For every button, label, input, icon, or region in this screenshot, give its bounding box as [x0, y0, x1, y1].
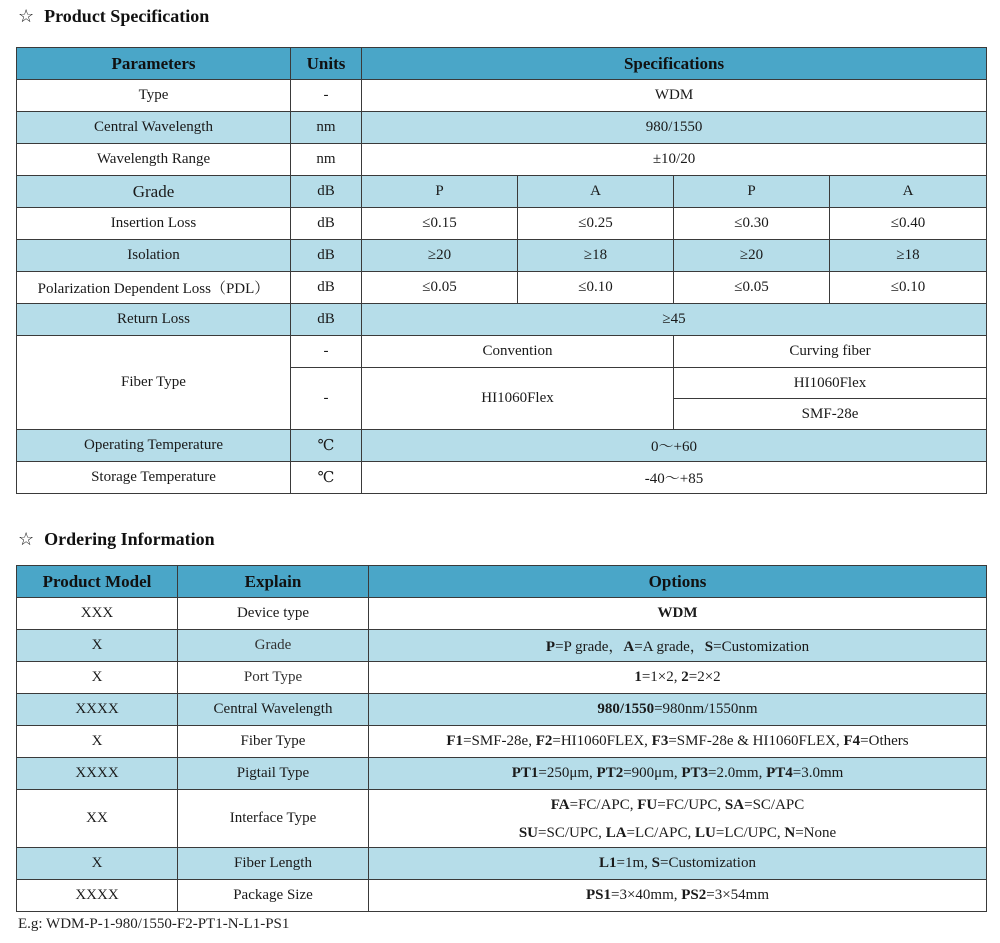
- param-value: ≥45: [362, 304, 987, 336]
- param-value: ≤0.15: [362, 208, 518, 240]
- row-wavelength-range: [17, 144, 987, 176]
- model-code: X: [17, 662, 178, 694]
- option-text: F1=SMF-28e, F2=HI1060FLEX, F3=SMF-28e & HI1060FLEX, F4=Others: [369, 726, 987, 758]
- model-code: X: [17, 848, 178, 880]
- param-value: ≤0.25: [518, 208, 674, 240]
- row-grade: [17, 176, 987, 208]
- param-value: ≤0.05: [362, 272, 518, 304]
- row-type: [17, 80, 987, 112]
- param-value: ≤0.05: [674, 272, 830, 304]
- param-name: Insertion Loss: [17, 208, 291, 240]
- param-name: Return Loss: [17, 304, 291, 336]
- explain-text: Interface Type: [178, 790, 369, 848]
- param-value: ±10/20: [362, 144, 987, 176]
- explain-text: Pigtail Type: [178, 758, 369, 790]
- param-value: -40～+85: [362, 462, 987, 494]
- param-unit: -: [291, 80, 362, 112]
- param-unit: ℃: [291, 462, 362, 494]
- grade-value: P: [362, 176, 518, 208]
- spec-title-text: Product Specification: [44, 6, 210, 26]
- example-code: E.g: WDM-P-1-980/1550-F2-PT1-N-L1-PS1: [18, 916, 290, 932]
- param-value: ≤0.10: [518, 272, 674, 304]
- param-unit: dB: [291, 304, 362, 336]
- param-name: Wavelength Range: [17, 144, 291, 176]
- header-explain: Explain: [178, 566, 369, 598]
- interface-line-1: FA=FC/APC, FU=FC/UPC, SA=SC/APC: [550, 796, 805, 813]
- fiber-convention-value: HI1060Flex: [362, 368, 674, 430]
- fiber-curving: Curving fiber: [674, 336, 987, 368]
- grade-value: P: [674, 176, 830, 208]
- param-name: Storage Temperature: [17, 462, 291, 494]
- param-name: Operating Temperature: [17, 430, 291, 462]
- param-value: ≤0.30: [674, 208, 830, 240]
- model-code: XXXX: [17, 880, 178, 912]
- ordering-title-text: Ordering Information: [44, 529, 215, 549]
- param-value: ≤0.10: [830, 272, 987, 304]
- header-parameters: Parameters: [17, 48, 291, 80]
- header-options: Options: [369, 566, 987, 598]
- param-name: Type: [17, 80, 291, 112]
- ordering-section-title: [18, 529, 215, 550]
- grade-value: A: [830, 176, 987, 208]
- param-unit: nm: [291, 112, 362, 144]
- order-row-port: [17, 662, 987, 694]
- fiber-convention: Convention: [362, 336, 674, 368]
- param-name: Fiber Type: [17, 336, 291, 430]
- param-value: ≤0.40: [830, 208, 987, 240]
- model-code: X: [17, 630, 178, 662]
- param-value: WDM: [362, 80, 987, 112]
- explain-text: Package Size: [178, 880, 369, 912]
- explain-text: Port Type: [178, 662, 369, 694]
- param-value: ≥18: [830, 240, 987, 272]
- fiber-curving-value: SMF-28e: [674, 399, 987, 430]
- header-product-model: Product Model: [17, 566, 178, 598]
- option-text: [369, 790, 987, 848]
- order-row-fiber: [17, 726, 987, 758]
- param-value: ≥20: [362, 240, 518, 272]
- option-text: 980/1550=980nm/1550nm: [369, 694, 987, 726]
- option-text: L1=1m, S=Customization: [369, 848, 987, 880]
- param-name: Central Wavelength: [17, 112, 291, 144]
- spec-table: [16, 47, 987, 494]
- order-row-grade: [17, 630, 987, 662]
- option-text: 1=1×2, 2=2×2: [369, 662, 987, 694]
- row-pdl: [17, 272, 987, 304]
- explain-text: Device type: [178, 598, 369, 630]
- param-unit: dB: [291, 272, 362, 304]
- interface-line-2: SU=SC/UPC, LA=LC/APC, LU=LC/UPC, N=None: [518, 824, 837, 841]
- param-unit: ℃: [291, 430, 362, 462]
- row-return-loss: [17, 304, 987, 336]
- param-unit: -: [291, 336, 362, 368]
- star-icon: ☆: [18, 529, 35, 549]
- order-row-wavelength: [17, 694, 987, 726]
- param-value: ≥20: [674, 240, 830, 272]
- row-operating-temp: [17, 430, 987, 462]
- fiber-curving-value: HI1060Flex: [674, 368, 987, 399]
- grade-value: A: [518, 176, 674, 208]
- row-isolation: [17, 240, 987, 272]
- param-unit: nm: [291, 144, 362, 176]
- model-code: X: [17, 726, 178, 758]
- param-unit: dB: [291, 176, 362, 208]
- row-fiber-type-header: [17, 336, 987, 368]
- order-row-device: [17, 598, 987, 630]
- param-value: 980/1550: [362, 112, 987, 144]
- param-name: Isolation: [17, 240, 291, 272]
- option-text: PT1=250μm, PT2=900μm, PT3=2.0mm, PT4=3.0mm: [369, 758, 987, 790]
- star-icon: ☆: [18, 6, 35, 26]
- header-units: Units: [291, 48, 362, 80]
- model-code: XX: [17, 790, 178, 848]
- explain-text: Central Wavelength: [178, 694, 369, 726]
- explain-text: Grade: [178, 630, 369, 662]
- param-unit: -: [291, 368, 362, 430]
- param-unit: dB: [291, 208, 362, 240]
- param-unit: dB: [291, 240, 362, 272]
- explain-text: Fiber Type: [178, 726, 369, 758]
- param-name: Grade: [17, 176, 291, 208]
- option-text: WDM: [369, 598, 987, 630]
- row-storage-temp: [17, 462, 987, 494]
- model-code: XXXX: [17, 694, 178, 726]
- option-text: P=P grade，A=A grade，S=Customization: [369, 630, 987, 662]
- param-name: Polarization Dependent Loss（PDL）: [17, 272, 291, 304]
- order-row-package: [17, 880, 987, 912]
- row-central-wavelength: [17, 112, 987, 144]
- row-insertion-loss: [17, 208, 987, 240]
- order-row-pigtail: [17, 758, 987, 790]
- model-code: XXXX: [17, 758, 178, 790]
- option-text: PS1=3×40mm, PS2=3×54mm: [369, 880, 987, 912]
- ordering-table: [16, 565, 987, 912]
- model-code: XXX: [17, 598, 178, 630]
- param-value: ≥18: [518, 240, 674, 272]
- order-row-length: [17, 848, 987, 880]
- param-value: 0～+60: [362, 430, 987, 462]
- header-specifications: Specifications: [362, 48, 987, 80]
- order-row-interface: [17, 790, 987, 848]
- spec-section-title: [18, 6, 209, 27]
- explain-text: Fiber Length: [178, 848, 369, 880]
